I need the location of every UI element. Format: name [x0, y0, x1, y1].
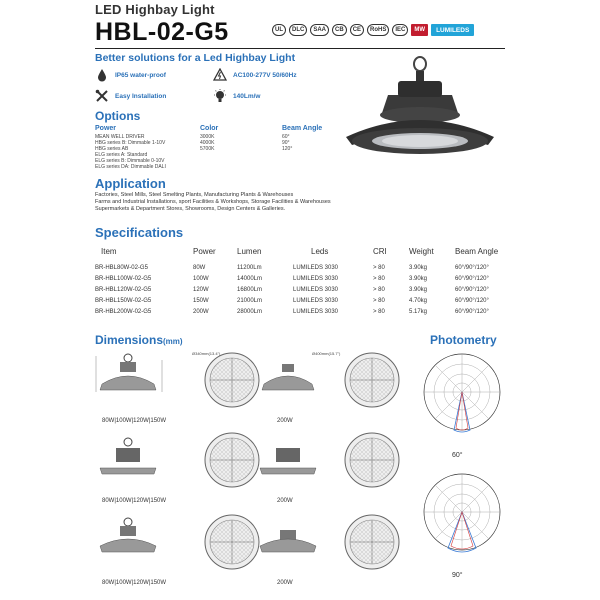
cert-logo: CE	[350, 24, 364, 36]
table-cell: 11200Lm	[237, 264, 262, 271]
option-line: 5700K	[200, 146, 215, 152]
cert-logo: RoHS	[367, 24, 389, 36]
option-line: 120°	[282, 146, 293, 152]
table-cell: LUMILEDS 3030	[293, 297, 339, 304]
table-cell: > 80	[373, 286, 385, 293]
cert-logo: MW	[411, 24, 428, 36]
cert-logo: CB	[332, 24, 347, 36]
table-cell: LUMILEDS 3030	[293, 286, 339, 293]
header-divider	[95, 48, 505, 49]
option-line: 3000K	[200, 134, 215, 140]
table-cell: 60°/90°/120°	[455, 297, 489, 304]
dimensions-unit: (mm)	[163, 337, 183, 346]
highbay-lamp-image	[338, 55, 508, 175]
option-line: HBG series AB	[95, 146, 129, 152]
table-cell: BR-HBL80W-02-G5	[95, 264, 148, 271]
option-line: ELG series A: Standard	[95, 152, 148, 158]
table-cell: > 80	[373, 275, 385, 282]
dimension-label: Ø400mm(15.7")	[312, 351, 341, 356]
option-line: MEAN WELL DRIVER	[95, 134, 145, 140]
table-row	[95, 295, 505, 306]
feature-item	[95, 68, 166, 82]
dimension-drawings	[92, 350, 412, 590]
option-line: ELG series B: Dimmable 0-10V	[95, 158, 165, 164]
table-cell: 21000Lm	[237, 297, 263, 304]
cert-logo: DLC	[289, 24, 307, 36]
water-drop-icon	[95, 68, 109, 82]
table-cell: 3.90kg	[409, 264, 428, 271]
application-line: Factories, Steel Mills, Steel Smelting Plants, Manufacturing Plants & Warehouses	[95, 192, 294, 198]
application-text	[95, 192, 415, 213]
table-row	[95, 284, 505, 295]
side-view-drawing	[260, 448, 316, 474]
cert-logo: IEC	[392, 24, 408, 36]
dimension-caption: 80W|100W|120W|150W	[102, 498, 167, 504]
table-cell: > 80	[373, 308, 385, 315]
lightning-icon	[213, 68, 227, 82]
side-view-drawing	[260, 530, 316, 552]
application-line: Supermarkets & Department Stores, Showrooms, Design Centers & Galleries.	[95, 206, 286, 212]
table-cell: 28000Lm	[237, 308, 263, 315]
column-header: Lumen	[237, 247, 262, 256]
option-line: HBG series B: Dimmable 1-10V	[95, 140, 166, 146]
dimension-caption: 200W	[277, 498, 293, 504]
table-cell: 4.70kg	[409, 297, 428, 304]
dimension-label: Ø340mm(13.4")	[192, 351, 221, 356]
top-view-drawing	[345, 515, 399, 569]
dimension-caption: 80W|100W|120W|150W	[102, 580, 167, 586]
product-title: HBL-02-G5	[95, 18, 229, 46]
dimensions-heading	[95, 333, 183, 347]
table-cell: BR-HBL120W-02-G5	[95, 286, 152, 293]
table-cell: LUMILEDS 3030	[293, 308, 339, 315]
options-color-column	[200, 125, 218, 152]
top-view-drawing	[205, 433, 259, 487]
table-cell: 60°/90°/120°	[455, 286, 489, 293]
application-heading: Application	[95, 176, 166, 191]
options-power-column	[95, 125, 166, 170]
table-cell: 80W	[193, 264, 206, 271]
side-view-drawing	[96, 354, 162, 392]
better-solutions-heading: Better solutions for a Led Highbay Light	[95, 52, 296, 64]
feature-item	[213, 89, 260, 103]
option-line: ELG series DA: Dimmable DALI	[95, 164, 166, 170]
column-header: Beam Angle	[455, 247, 499, 256]
photometry-caption: 90°	[452, 572, 463, 579]
table-row	[95, 273, 505, 284]
table-header-row	[95, 247, 505, 262]
dimension-caption: 200W	[277, 418, 293, 424]
option-line: 60°	[282, 134, 290, 140]
column-header: CRI	[373, 247, 387, 256]
table-cell: 200W	[193, 308, 209, 315]
table-cell: LUMILEDS 3030	[293, 275, 339, 282]
column-header: Power	[193, 247, 216, 256]
dimension-caption: 200W	[277, 580, 293, 586]
table-cell: BR-HBL150W-02-G5	[95, 297, 152, 304]
option-line: 4000K	[200, 140, 215, 146]
lumileds-logo: LUMILEDS	[431, 24, 474, 36]
table-cell: 120W	[193, 286, 209, 293]
table-cell: 60°/90°/120°	[455, 264, 489, 271]
certification-logos	[272, 24, 474, 36]
photometry-polar-plot	[420, 350, 510, 450]
dimension-caption: 80W|100W|120W|150W	[102, 418, 167, 424]
top-view-drawing	[312, 351, 399, 407]
table-cell: 14000Lm	[237, 275, 263, 282]
options-beam-heading: Beam Angle	[282, 125, 323, 132]
specifications-heading: Specifications	[95, 225, 184, 240]
tools-icon	[95, 89, 109, 103]
table-cell: LUMILEDS 3030	[293, 264, 339, 271]
table-cell: 5.17kg	[409, 308, 428, 315]
feature-item	[213, 68, 297, 82]
photometry-heading: Photometry	[430, 333, 497, 347]
table-cell: 60°/90°/120°	[455, 275, 489, 282]
options-power-heading: Power	[95, 125, 117, 132]
options-heading: Options	[95, 109, 141, 123]
side-view-drawing	[100, 438, 156, 474]
column-header: Leds	[311, 247, 329, 256]
options-color-heading: Color	[200, 125, 219, 132]
table-cell: BR-HBL100W-02-G5	[95, 275, 152, 282]
photometry-polar-plot	[420, 470, 510, 570]
table-cell: 16800Lm	[237, 286, 263, 293]
top-view-drawing	[192, 351, 259, 407]
side-view-drawing	[262, 364, 314, 390]
side-view-drawing	[100, 518, 156, 552]
feature-label: Easy Installation	[115, 92, 167, 100]
table-cell: > 80	[373, 297, 385, 304]
table-cell: 150W	[193, 297, 209, 304]
top-view-drawing	[345, 433, 399, 487]
table-cell: 3.90kg	[409, 275, 428, 282]
feature-label: IP65 water-proof	[115, 71, 166, 79]
table-cell: 60°/90°/120°	[455, 308, 489, 315]
table-cell: BR-HBL200W-02-G5	[95, 308, 152, 315]
column-header: Item	[101, 247, 117, 256]
options-beam-column	[282, 125, 322, 152]
table-row	[95, 262, 505, 273]
feature-label: AC100-277V 50/60Hz	[233, 71, 297, 79]
specifications-table	[95, 247, 505, 317]
column-header: Weight	[409, 247, 434, 256]
top-view-drawing	[205, 515, 259, 569]
table-cell: 100W	[193, 275, 209, 282]
dimensions-title: Dimensions	[95, 333, 164, 347]
table-row	[95, 306, 505, 317]
application-line: Farms and Industrial Installations, sport Facilities & Workshops, Storage Facilities & Warehouses	[95, 199, 331, 205]
photometry-caption: 60°	[452, 452, 463, 459]
bulb-icon	[213, 89, 227, 103]
product-subtitle: LED Highbay Light	[95, 2, 215, 17]
cert-logo: UL	[272, 24, 286, 36]
option-line: 90°	[282, 140, 290, 146]
feature-label: 140Lm/w	[233, 92, 261, 100]
table-cell: 3.90kg	[409, 286, 428, 293]
table-cell: > 80	[373, 264, 385, 271]
feature-item	[95, 89, 166, 103]
cert-logo: SAA	[310, 24, 329, 36]
